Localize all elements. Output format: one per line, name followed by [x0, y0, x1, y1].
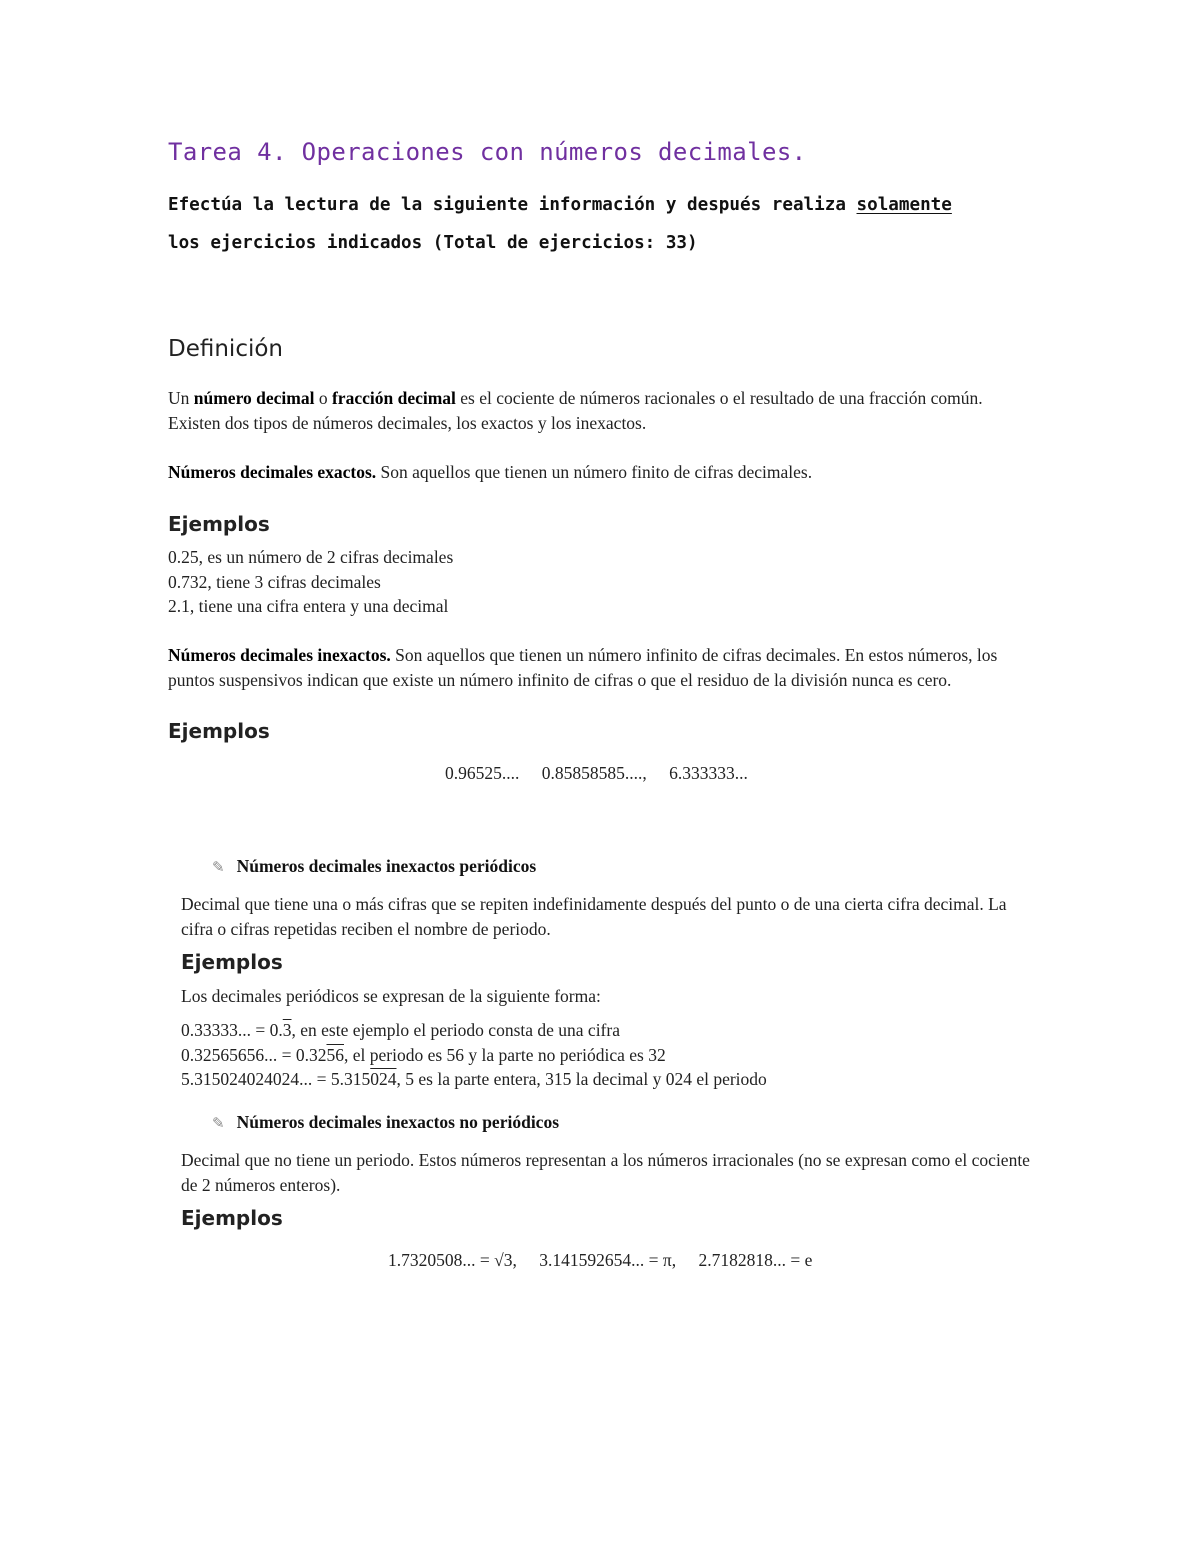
instructions-line-2: los ejercicios indicados (Total de ejercicios: 33) [168, 233, 698, 253]
pin-icon: ✎ [212, 858, 225, 876]
examples-heading-3: Ejemplos [181, 950, 283, 974]
list-item: 0.25, es un número de 2 cifras decimales [168, 547, 454, 567]
page-title: Tarea 4. Operaciones con números decimales. [168, 138, 807, 166]
inexact-examples-row [445, 763, 766, 784]
inexact-decimals-paragraph: Números decimales inexactos. Son aquellos que tienen un número infinito de cifras decimales. En estos números, los puntos suspensivos indican que existe un número infinito de cifras o que el residuo de la división nunca es cero. [168, 645, 998, 690]
instructions [168, 186, 1048, 262]
examples-heading-2: Ejemplos [168, 719, 270, 743]
irrational-example: 1.7320508... = √3, [388, 1250, 517, 1270]
list-item: 5.315024024024... = 5.315024, 5 es la parte entera, 315 la decimal y 024 el periodo [181, 1069, 767, 1089]
definition-heading: Definición [168, 336, 283, 362]
nonperiodic-paragraph: Decimal que no tiene un periodo. Estos números representan a los números irracionales (no se expresan como el cociente de 2 números enteros). [181, 1150, 1030, 1195]
list-item: 2.1, tiene una cifra entera y una decimal [168, 596, 449, 616]
list-item: 0.33333... = 0.3, en este ejemplo el periodo consta de una cifra [181, 1020, 620, 1040]
examples-heading-4: Ejemplos [181, 1206, 283, 1230]
irrational-example: 3.141592654... = π, [539, 1250, 677, 1270]
exact-decimals-paragraph: Números decimales exactos. Son aquellos que tienen un número finito de cifras decimales. [168, 462, 813, 482]
examples-heading-1: Ejemplos [168, 512, 270, 536]
inexact-example: 0.96525.... [445, 763, 520, 783]
definition-paragraph: Un número decimal o fracción decimal es el cociente de números racionales o el resultado de una fracción común. Existen dos tipos de números decimales, los exactos y los inexactos. [168, 388, 983, 433]
inexact-example: 0.85858585...., [541, 763, 647, 783]
exact-examples-list [168, 545, 453, 619]
irrational-examples-row [388, 1250, 830, 1271]
list-item: 0.32565656... = 0.3256, el periodo es 56 y la parte no periódica es 32 [181, 1044, 666, 1065]
pin-icon: ✎ [212, 1114, 225, 1132]
irrational-example: 2.7182818... = e [698, 1250, 813, 1270]
nonperiodic-heading: ✎ Números decimales inexactos no periódicos [212, 1112, 560, 1132]
instructions-line-1: Efectúa la lectura de la siguiente información y después realiza solamente [168, 195, 952, 215]
list-item: 0.732, tiene 3 cifras decimales [168, 571, 381, 592]
periodic-heading: ✎ Números decimales inexactos periódicos [212, 856, 537, 876]
inexact-example: 6.333333... [669, 763, 748, 783]
periodic-examples-list [181, 1018, 767, 1092]
periodic-paragraph: Decimal que tiene una o más cifras que se repiten indefinidamente después del punto o de una cierta cifra decimal. La cifra o cifras repetidas reciben el nombre de periodo. [181, 894, 1007, 939]
periodic-intro: Los decimales periódicos se expresan de la siguiente forma: [181, 986, 601, 1006]
emphasis-solamente: solamente [856, 195, 952, 215]
